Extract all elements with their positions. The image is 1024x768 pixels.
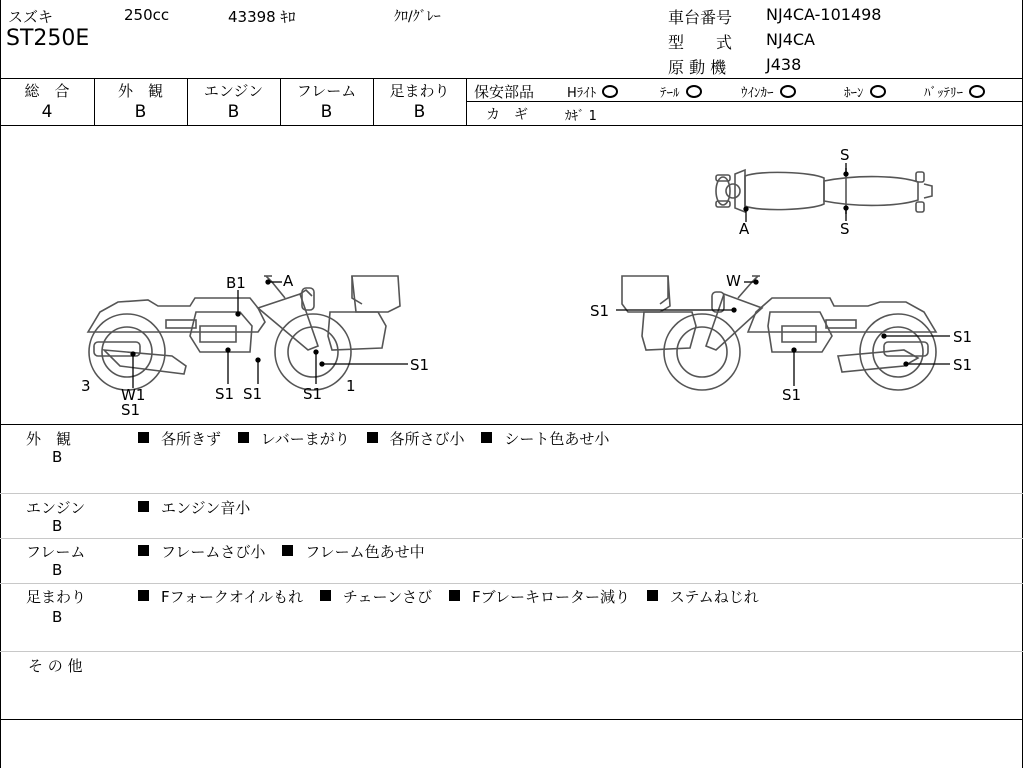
mileage-unit: ｷﾛ (280, 8, 296, 26)
note-item: レバーまがり (260, 430, 350, 448)
engine-value: J438 (766, 55, 802, 74)
displacement: 250cc (124, 6, 170, 24)
bullet-icon (138, 590, 149, 601)
safety-tail: ﾃｰﾙ (660, 82, 706, 101)
grade-row-top-line (0, 78, 1023, 79)
key-label: カ ギ (486, 107, 528, 123)
bullet-icon (320, 590, 331, 601)
top-view-bike (716, 168, 932, 214)
bullet-icon (282, 545, 293, 556)
type-label: 型 式 (668, 33, 733, 52)
safety-mid-line (466, 101, 1023, 102)
note-label-suspension: 足まわり (26, 588, 87, 606)
top-view-label-s-bottom: S (840, 220, 850, 238)
bullet-icon (238, 432, 249, 443)
safety-label: 保安部品 (474, 83, 535, 101)
note-item: Fブレーキローター減り (471, 588, 630, 606)
note-items-frame (138, 541, 425, 562)
note-items-exterior (138, 428, 609, 449)
grade-value-exterior: B (134, 102, 147, 122)
grade-value-suspension: B (413, 102, 426, 122)
frame-no-label: 車台番号 (668, 8, 733, 27)
grade-label-engine: エンジン (203, 82, 264, 100)
top-view-label-a: A (739, 220, 750, 238)
safety-headlight: Hﾗｲﾄ (567, 82, 622, 101)
right-label-s1-top: S1 (953, 328, 973, 346)
bullet-icon (138, 501, 149, 512)
color: ｸﾛ/ｸﾞﾚｰ (394, 9, 441, 25)
grade-value-overall: 4 (41, 102, 53, 122)
notes-top-line (0, 424, 1023, 425)
note-grade-engine: B (52, 517, 63, 535)
key-value: ｶｷﾞ 1 (565, 109, 597, 124)
note-grade-exterior: B (52, 448, 63, 466)
bullet-icon (449, 590, 460, 601)
bullet-icon (367, 432, 378, 443)
note-label-frame: フレーム (26, 543, 86, 561)
left-label-a: A (283, 272, 294, 290)
grade-label-exterior: 外 観 (117, 82, 163, 100)
model-name: ST250E (6, 26, 90, 51)
note-item: シート色あせ小 (504, 430, 610, 448)
note-label-engine: エンジン (26, 499, 86, 517)
notes-divider-4 (0, 651, 1023, 652)
bullet-icon (138, 545, 149, 556)
note-item: チェーンさび (342, 588, 433, 606)
left-label-s1-a: S1 (215, 385, 235, 403)
notes-bottom-line (0, 719, 1023, 720)
grade-divider-5 (466, 78, 467, 126)
grade-label-overall: 総 合 (24, 82, 70, 100)
left-side-bike (88, 276, 400, 390)
bullet-icon (138, 432, 149, 443)
winker-ok-circle-icon (780, 85, 796, 98)
right-label-s1-bottom: S1 (782, 386, 802, 404)
right-label-s1-left: S1 (590, 302, 610, 320)
left-label-s1-right: S1 (410, 356, 430, 374)
mileage: 43398 ｷﾛ (228, 8, 296, 26)
grade-label-suspension: 足まわり (389, 82, 450, 100)
left-label-3: 3 (81, 377, 91, 395)
note-item: ステムねじれ (669, 588, 759, 606)
note-item: 各所きず (161, 430, 222, 448)
safety-battery: ﾊﾞｯﾃﾘｰ (924, 82, 989, 101)
right-label-w: W (726, 272, 741, 290)
battery-ok-circle-icon (969, 85, 985, 98)
note-grade-suspension: B (52, 608, 63, 626)
note-item: 各所さび小 (389, 430, 465, 448)
engine-label: 原 動 機 (668, 58, 727, 77)
bullet-icon (481, 432, 492, 443)
headlight-ok-circle-icon (602, 85, 618, 98)
tail-ok-circle-icon (686, 85, 702, 98)
grade-label-frame: フレーム (296, 82, 357, 100)
frame-no: NJ4CA-101498 (766, 5, 882, 24)
top-view-label-s-top: S (840, 146, 850, 164)
note-item: Fフォークオイルもれ (161, 588, 304, 606)
note-label-exterior: 外 観 (26, 430, 72, 448)
notes-divider-3 (0, 583, 1023, 584)
note-item: エンジン音小 (161, 499, 251, 517)
right-side-bike (622, 276, 936, 390)
note-items-engine (138, 497, 250, 518)
safety-winker: ｳｲﾝｶｰ (741, 82, 800, 101)
left-label-w1: W1 (121, 386, 146, 404)
note-item: フレーム色あせ中 (305, 543, 425, 561)
note-grade-frame: B (52, 561, 63, 579)
grade-value-engine: B (227, 102, 240, 122)
bullet-icon (647, 590, 658, 601)
left-label-s1-b: S1 (243, 385, 263, 403)
note-label-other: そ の 他 (28, 657, 83, 675)
notes-divider-2 (0, 538, 1023, 539)
maker: スズキ (8, 8, 54, 26)
left-label-1: 1 (346, 377, 356, 395)
left-label-s1-c: S1 (303, 385, 323, 403)
notes-divider-1 (0, 493, 1023, 494)
type-value: NJ4CA (766, 30, 815, 49)
grade-value-frame: B (320, 102, 333, 122)
horn-ok-circle-icon (870, 85, 886, 98)
note-items-suspension (138, 586, 759, 607)
note-item: フレームさび小 (161, 543, 266, 561)
safety-horn: ﾎｰﾝ (844, 82, 890, 101)
left-label-s1-under-w1: S1 (121, 401, 141, 419)
motorcycle-diagram (0, 126, 1023, 424)
left-label-b1: B1 (226, 274, 246, 292)
right-label-s1-bottom-right: S1 (953, 356, 973, 374)
